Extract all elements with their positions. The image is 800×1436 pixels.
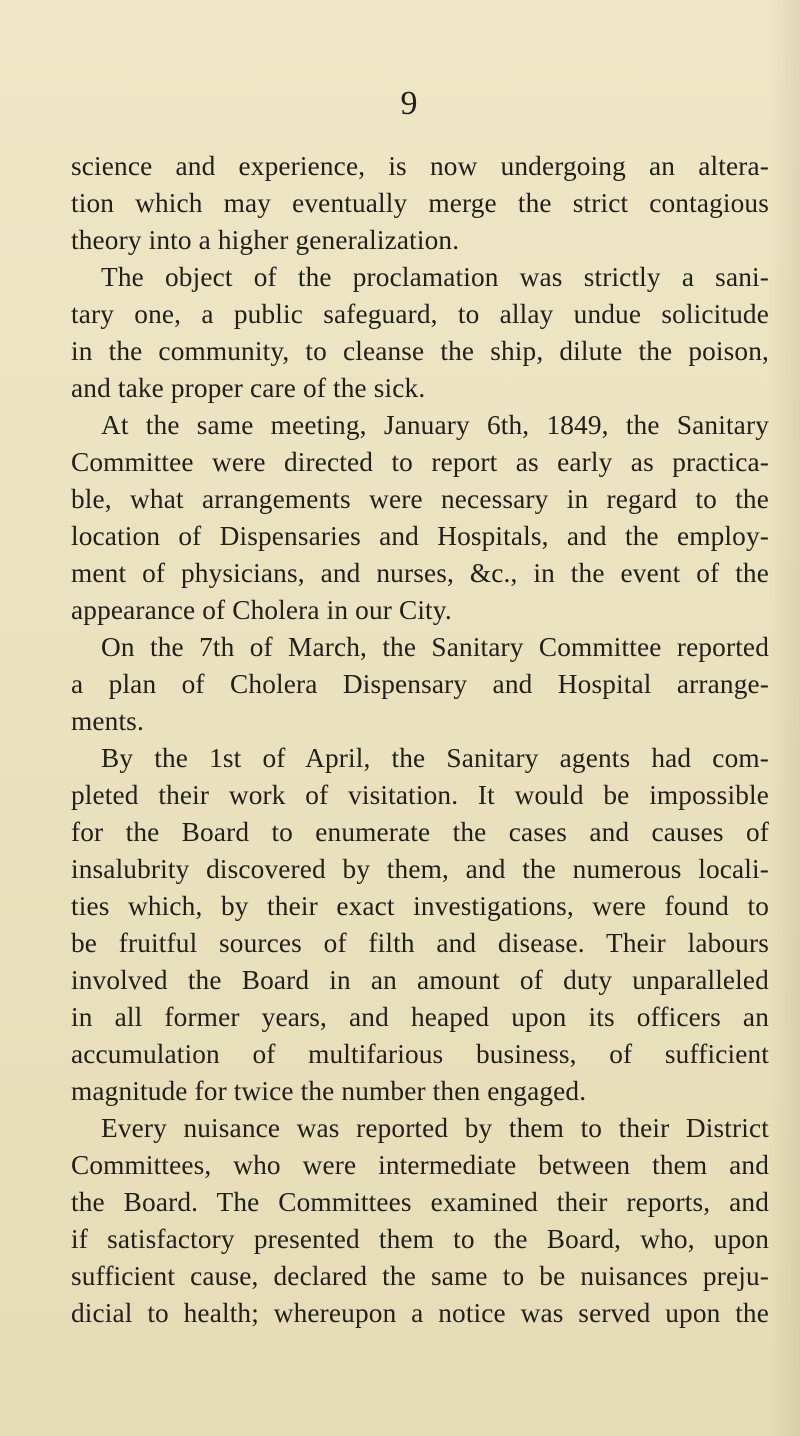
text-line: and take proper care of the sick. [71,373,426,403]
page-number: 9 [400,85,418,122]
text-line: be fruitful sources of filth and disease. Their labours [71,928,769,958]
text-line: Committees, who were intermediate between them and [71,1150,769,1180]
text-line: in all former years, and heaped upon its officers an [71,1002,769,1032]
text-line: insalubrity discovered by them, and the numerous locali- [71,854,769,884]
text-line: in the community, to cleanse the ship, dilute the poison, [71,336,769,366]
text-line: involved the Board in an amount of duty unparalleled [71,965,769,995]
text-line: theory into a higher generalization. [71,225,460,255]
text-line: ments. [71,706,144,736]
text-line: ble, what arrangements were necessary in regard to the [71,484,769,514]
text-line: The object of the proclamation was strictly a sani- [101,262,769,292]
text-line: Every nuisance was reported by them to their District [101,1113,769,1143]
text-line: the Board. The Committees examined their reports, and [71,1187,769,1217]
text-line: a plan of Cholera Dispensary and Hospital arrange- [71,669,769,699]
text-line: science and experience, is now undergoing an altera- [71,151,769,181]
text-line: ties which, by their exact investigations, were found to [71,891,769,921]
text-line: By the 1st of April, the Sanitary agents had com- [101,743,769,773]
text-line: tary one, a public safeguard, to allay undue solicitude [71,299,769,329]
text-line: dicial to health; whereupon a notice was served upon the [71,1298,769,1328]
body-text [71,148,769,1332]
text-line: ment of physicians, and nurses, &c., in the event of the [71,558,769,588]
text-line: On the 7th of March, the Sanitary Committee reported [101,632,769,662]
text-line: accumulation of multifarious business, of sufficient [71,1039,769,1069]
text-line: At the same meeting, January 6th, 1849, the Sanitary [101,410,769,440]
text-line: Committee were directed to report as early as practica- [71,447,769,477]
text-line: appearance of Cholera in our City. [71,595,452,625]
text-line: for the Board to enumerate the cases and causes of [71,817,769,847]
text-line: magnitude for twice the number then engaged. [71,1076,587,1106]
text-line: tion which may eventually merge the strict contagious [71,188,769,218]
text-line: location of Dispensaries and Hospitals, and the employ- [71,521,769,551]
text-line: sufficient cause, declared the same to be nuisances preju- [71,1261,769,1291]
text-line: if satisfactory presented them to the Board, who, upon [71,1224,769,1254]
text-line: pleted their work of visitation. It would be impossible [71,780,769,810]
